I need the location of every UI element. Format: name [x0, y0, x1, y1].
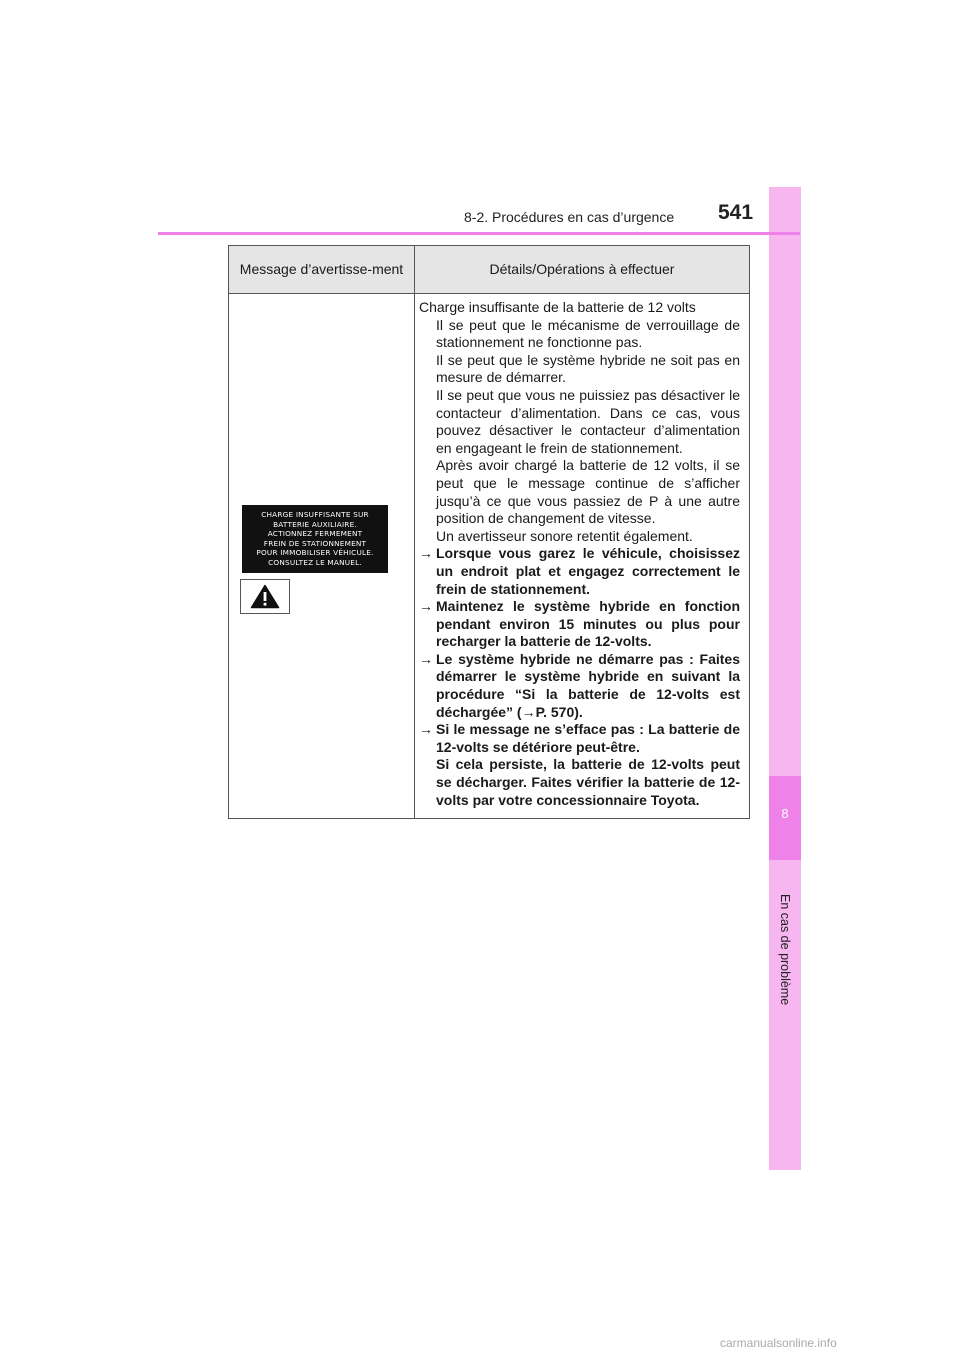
action-text: Le système hybride ne démarre pas : Faites démarrer le système hybride en suivant la procédure “Si la batterie de 12-volts est déchargée” (→P. 570).: [436, 650, 740, 720]
table-header-row: [229, 246, 750, 294]
details-paragraph: Il se peut que le système hybride ne soit pas en mesure de démarrer.: [436, 351, 740, 386]
details-intro: Charge insuffisante de la batterie de 12 volts: [419, 299, 696, 315]
details-cell: [415, 294, 750, 819]
action-text: Si le message ne s’efface pas : La batterie de 12-volts se détériore peut-être.: [436, 721, 740, 755]
action-text: Lorsque vous garez le véhicule, choisissez un endroit plat et engagez correctement le frein de stationnement.: [436, 545, 740, 597]
arrow-icon: →: [419, 545, 433, 562]
section-title: 8-2. Procédures en cas d’urgence: [464, 209, 675, 225]
arrow-icon: →: [419, 721, 433, 738]
message-cell: [229, 294, 415, 819]
header-rule: [158, 232, 800, 235]
action-item: [419, 651, 740, 721]
page-number: 541: [718, 201, 754, 224]
display-line: POUR IMMOBILISER VÉHICULE.: [256, 548, 374, 558]
chapter-number-tab: [769, 776, 801, 860]
chapter-side-tab: [769, 187, 801, 1170]
watermark: carmanualsonline.info: [720, 1336, 837, 1350]
display-message-image: [242, 505, 388, 573]
action-text: Si cela persiste, la batterie de 12-volts peut se décharger. Faites vérifier la batterie de 12-volts par votre concessionnaire Toyota.: [436, 756, 740, 808]
action-text: Maintenez le système hybride en fonction pendant environ 15 minutes ou plus pour recharger la batterie de 12-volts.: [436, 598, 740, 650]
action-item-continued: [419, 756, 740, 809]
display-line: BATTERIE AUXILIAIRE.: [273, 519, 357, 529]
action-item: [419, 545, 740, 598]
action-item: [419, 721, 740, 756]
details-paragraph: Il se peut que vous ne puissiez pas désactiver le contacteur d’alimentation. Dans ce cas, vous pouvez désactiver le contacteur d’alimentation en engageant le frein de stationnement.: [436, 386, 740, 456]
display-line: ACTIONNEZ FERMEMENT: [267, 529, 363, 539]
warning-message-table: [228, 245, 750, 819]
chapter-title: En cas de problème: [778, 894, 792, 1006]
details-paragraph: Après avoir chargé la batterie de 12 volts, il se peut que le message continue de s’afficher jusqu’à ce que vous passiez de P à une autre position de changement de vitesse.: [436, 457, 740, 527]
table-row: [229, 294, 750, 819]
warning-triangle-icon: [250, 584, 280, 609]
details-paragraph: Il se peut que le mécanisme de verrouillage de stationnement ne fonctionne pas.: [436, 316, 740, 351]
arrow-icon: →: [419, 598, 433, 615]
display-line: FREIN DE STATIONNEMENT: [263, 538, 367, 548]
arrow-icon: →: [419, 650, 433, 667]
display-line: CHARGE INSUFFISANTE SUR: [261, 510, 369, 519]
col-header-details: Détails/Opérations à effectuer: [415, 246, 750, 294]
action-item: [419, 598, 740, 651]
warning-symbol-box: [240, 579, 290, 614]
chapter-number: 8: [781, 806, 789, 821]
display-line: CONSULTEZ LE MANUEL.: [268, 557, 362, 567]
col-header-message: Message d’avertisse-ment: [229, 246, 415, 294]
details-paragraph: Un avertisseur sonore retentit également.: [436, 527, 693, 544]
